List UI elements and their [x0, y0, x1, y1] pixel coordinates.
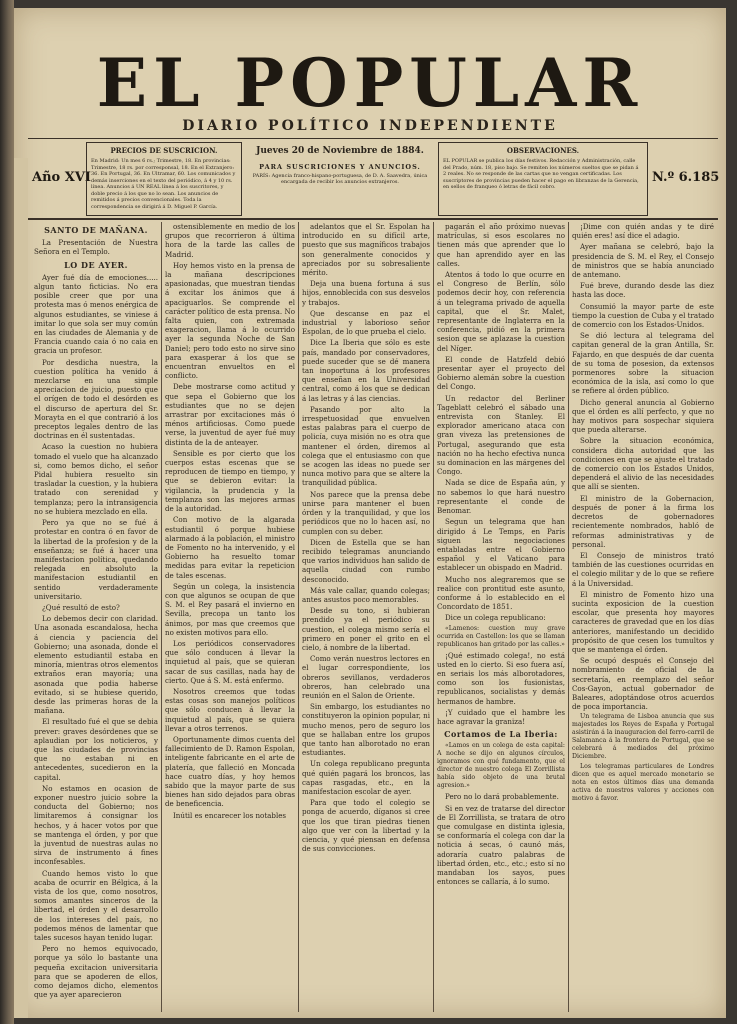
- article-paragraph: Un colega republicano pregunta qué quién pagará los broncos, las capas rasgadas, etc., en la manifestacion escolar de ayer.: [302, 759, 430, 796]
- header-rule-top: [28, 138, 718, 139]
- article-paragraph: Nada se dice de España aún, y no sabemos lo que hará nuestro representante el conde de Benomar.: [437, 478, 565, 516]
- article-paragraph: Pero no hemos equivocado, porque ya sólo lo bastante una pequeña excitacion universitaria para que se apoderen de ellos, como dejamos dicho, elementos que ya ayer aparecieron: [34, 944, 158, 1000]
- article-paragraph: Pero ya que no se fué á protestar en contra ó en favor de la libertad de la profesion y de la enseñanza; se fué á hacer una manifestacion política, quedando relegada en absoluto la manifestacion estudiantil en sentido verdaderamente universitario.: [34, 518, 158, 601]
- article-paragraph: Cuando hemos visto lo que acaba de ocurrir en Bélgica, á la vista de los que, como nosotros, somos amantes sinceros de la libertad, el órden y el desarrollo de los intereses del país, no podemos ménos de lamentar que tales sucesos hayan tenido lugar.: [34, 868, 158, 943]
- article-paragraph: Se dió lectura al telegrama del capitan general de la gran Antilla, Sr. Fajardo, en que después de dar cuenta de su toma de posesion, da extensos pormenores sobre la situacion económica de la isla, así como lo que se refiere al órden público.: [572, 331, 714, 396]
- observations-heading: OBSERVACIONES.: [506, 146, 580, 155]
- article-paragraph: Pero no lo dará probablemente.: [445, 792, 559, 802]
- subscriptions-text: PARÍS: Agencia franco-hispano-portuguesa, de D. A. Saavedra, única encargada de recibir los anuncios extranjeros.: [252, 172, 428, 185]
- article-paragraph: Debe mostrarse como actitud y que sepa el Gobierno que los estudiantes que no se dejen arrastrar por excitaciones más ó ménos artificiosas. Como puede verse, la juventud de ayer fué muy distinta de la de anteayer.: [165, 382, 295, 447]
- text-column-1: [34, 222, 158, 1012]
- section-heading: Cortamos de La Iberia:: [444, 729, 558, 740]
- article-paragraph: pagarán el año próximo nuevas matrículas, si esos escolares no tienen más que aprender que lo que han aprendido ayer en las calles.: [437, 222, 565, 268]
- article-paragraph: Consumió la mayor parte de este tiempo la cuestion de Cuba y el tratado de comercio con los Estados-Unidos.: [572, 301, 714, 330]
- article-paragraph: Se ocupó después el Consejo del nombramiento de oficial de la secretaría, en reemplazo del señor Cos-Gayon, actual gobernador de Baleares, adoptándose otros acuerdos de poca importancia.: [572, 656, 714, 712]
- article-paragraph: Dicho general anuncia al Gobierno que el órden es allí perfecto, y que no hay motivos para sospechar siquiera que pueda alterarse.: [572, 397, 714, 435]
- article-paragraph: Mucho nos alegraremos que se realice con prontitud este asunto, conforme á lo establecido en el Concordato de 1851.: [437, 574, 565, 612]
- section-heading: LO DE AYER.: [64, 259, 128, 270]
- column-divider: [161, 222, 162, 1012]
- article-paragraph: La Presentación de Nuestra Señora en el Templo.: [34, 238, 158, 257]
- newspaper-page: [14, 8, 726, 1018]
- article-paragraph: El resultado fué el que se debia prever: graves desórdenes que se aplaudian por los noticieros, y que las ciudades de provincias que no estaban ni en antecedentes, sucedieron en la capital.: [34, 717, 158, 782]
- article-paragraph: Desde su tono, si hubieran prendido ya el periódico su cuestion, el colega mismo sería el primero en poner el grito en el cielo, á nombre de la libertad.: [302, 606, 430, 652]
- article-paragraph: Según un colega, la insistencia con que algunos se ocupan de que S. M. el Rey pasará el invierno en Sevilla, precopa un tanto los ánimos, por mas que creemos que no existen motivos para ello.: [165, 581, 295, 637]
- subscriptions-heading: PARA SUSCRICIONES Y ANUNCIOS.: [259, 163, 421, 171]
- article-paragraph: Segun un telegrama que han dirigido á Le Temps, en París siguen las negociaciones entabladas entre el Gobierno español y el Vaticano para establecer un obispado en Madrid.: [437, 517, 565, 573]
- article-paragraph: adelantos que el Sr. Espolan ha introducido en su difícil arte, puesto que sus magníficos trabajos son generalmente conocidos y apreciados por su sobresaliente mérito.: [302, 222, 430, 278]
- article-paragraph: El conde de Hatzfeld debió presentar ayer el proyecto del Gobierno alemán sobre la cuestion del Congo.: [437, 354, 565, 392]
- article-paragraph: Por desdicha nuestra, la cuestion política ha venido á mezclarse en una simple apreciacion de juicio, puesto que el orígen de todo el desórden es el discurso de apertura del Sr. Morayta en el que contrarió á los preceptos legales dentro de las doctrinas en él sustentadas.: [34, 357, 158, 441]
- section-heading: SANTO DE MAÑANA.: [44, 225, 148, 235]
- issue-number: N.º 6.185: [652, 170, 720, 185]
- article-paragraph: Un redactor del Berliner Tageblatt celebró el sábado una entrevista con Stanley. El explorador americano ataca con gran viveza las pretensiones de Portugal, asegurando que esta nación no ha hecho efectiva nunca su dominacion en las márgenes del Congo.: [437, 393, 565, 477]
- article-paragraph: «Lamos en un colega de esta capital: A noche se dijo en algunos círculos, ignoramos con qué fundamento, que el director de nuestro colega El Zorrillista había sido objeto de una brutal agresion.»: [437, 742, 565, 790]
- article-paragraph: No estamos en ocasion de exponer nuestro juicio sobre la conducta del Gobierno; nos limitaremos á consignar los hechos, y á hacer votos por que se mantenga el órden, y por que la juventud de nuestras aulas no sirva de instrumento á fines inconfesables.: [34, 783, 158, 867]
- article-paragraph: Sin embargo, los estudiantes no constituyeron la opinion popular, ni mucho menos, pero de seguro los que se hallaban entre los grupos que tanto han alborotado no eran estudiantes.: [302, 702, 430, 758]
- year-label: Año XVI: [32, 170, 91, 185]
- article-paragraph: Ayer fué día de emociones..... algun tanto ficticias. No era posible creer que por una protesta mas ó menos enérgica de algunos estudiantes, se viniese á imitar lo que sola ser muy común en las ciudades de Alemania y de Francia cuando caia ó no caia en gracia un profesor.: [34, 272, 158, 356]
- article-paragraph: El Consejo de ministros trató también de las cuestiones ocurridas en el colegio militar y de lo que se refiere á la Universidad.: [572, 550, 714, 588]
- article-paragraph: Nosotros creemos que todas estas cosas son manejos políticos que sólo conducen á llevar la inquietud al país, que se quiera llevar a otros terrenos.: [165, 686, 295, 733]
- article-paragraph: Deja una buena fortuna á sus hijos, ennoblecida con sus desvelos y trabajos.: [302, 279, 430, 307]
- article-paragraph: Como verán nuestros lectores en el lugar correspondiente, los obreros sevillanos, verdaderos obreros, han celebrado una reunión en el Salon de Oriente.: [302, 654, 430, 700]
- article-paragraph: ¡Qué estimado colega!, no está usted en lo cierto. Si eso fuera así, en seriais los más alborotadores, como son los fusionistas, republicanos, socialistas y demás hermanos de hambre.: [437, 650, 565, 706]
- book-spine: [0, 0, 14, 1024]
- article-paragraph: Nos parece que la prensa debe unirse para mantener el buen órden y la tranquilidad, y que los periódicos que no lo hacen así, no cumplen con su deber.: [302, 489, 430, 536]
- article-paragraph: Lo debemos decir con claridad. Una asonada escandalosa, hecha á ciencia y paciencia del Gobierno; una asonada, donde el elemento estudiantil estaba en minoría, mientras otros elementos extraños eran mayoría; una asonada que podia haberse evitado, si se hubiese querido, desde las primeras horas de la mañana.: [34, 614, 158, 716]
- article-paragraph: Los periódicos conservadores que sólo conducen á llevar la inquietud al país, que se quieran sacar de sus casillas, nada hay de cierto. Que á S. M. está enfermo.: [165, 638, 295, 685]
- prices-heading: PRECIOS DE SUSCRICION.: [110, 146, 218, 155]
- article-paragraph: ostensiblemente en medio de los grupos que recorrieron á última hora de la tarde las calles de Madrid.: [165, 222, 295, 259]
- text-column-3: [302, 222, 430, 1012]
- article-paragraph: Dice un colega republicano:: [445, 613, 546, 623]
- article-paragraph: Sobre la situacion económica, considera dicha autoridad que las condiciones en que se ajuste el tratado de comercio con los Estados Unidos, dependerá el alivio de las necesidades que allí se sienten.: [572, 436, 714, 492]
- article-paragraph: Sensible es por cierto que los cuerpos estas escenas que se reproducen de tiempo en tiempo, y que se debieron evitar: la vigilancia, la prudencia y la templanza son las mejores armas de la autoridad.: [165, 448, 295, 514]
- masthead-title: EL POPULAR: [96, 44, 644, 122]
- prices-box: [86, 142, 242, 216]
- column-divider: [298, 222, 299, 1012]
- article-paragraph: «Lamenos: cuestion muy grave ocurrida en Castellon: los que se llaman republicanos han gritado por las calles.»: [437, 624, 565, 648]
- article-paragraph: ¿Qué resultó de esto?: [42, 602, 120, 612]
- article-paragraph: Pasando por alto la irrespetuosidad que envuelven estas palabras para el cuerpo de policía, cuya misión no es otra que mantener el órden, diremos al colega que el entusiasmo con que se acogen las ideas no puede ser nunca motivo para que se altere la tranquilidad pública.: [302, 404, 430, 488]
- article-paragraph: Dice La Iberia que sólo es este país, mandado por conservadores, puede suceder que se dé manera tan inoportuna á los profesores que enseñan en la Universidad central, como á los que se dedican á las letras y á las ciencias.: [302, 338, 430, 403]
- text-column-5: [572, 222, 714, 1012]
- article-paragraph: Que descanse en paz el industrial y laborioso señor Espolan, de lo que prueba el cielo.: [302, 308, 430, 337]
- article-paragraph: ¡Dime con quién andas y te diré quién eres! así dice el adagio.: [572, 222, 714, 241]
- article-paragraph: El ministro de Fomento hizo una sucinta exposicion de la cuestion escolar, que presenta hoy mayores caracteres de gravedad que en los días anteriores, manifestando un decidido propósito de que cesen los tumultos y que se mantenga el órden.: [572, 589, 714, 654]
- masthead-subtitle: DIARIO POLÍTICO INDEPENDIENTE: [182, 118, 558, 134]
- previous-page-edge: [14, 158, 28, 1018]
- article-paragraph: Los telegramas particulares de Londres dicen que es aquel mercado monetario se nota en estos últimos días una demanda activa de nuestros valores y acciones con motivo á favor.: [572, 763, 714, 803]
- article-paragraph: El ministro de la Gobernacion, después de poner á la firma los decretos de gobernadores recientemente nombrados, habló de reformas administrativas y de personal.: [572, 493, 714, 549]
- article-paragraph: Más vale callar, quando colegas; antes asustos poco memorables.: [302, 585, 430, 604]
- text-column-4: [437, 222, 565, 1012]
- article-paragraph: ¡Y cuidado que el hambre les hace agravar la graniza!: [437, 707, 565, 726]
- article-paragraph: Fué breve, durando desde las diez hasta las doce.: [572, 281, 714, 300]
- header-rule-bottom: [28, 218, 718, 220]
- issue-date: Jueves 20 de Noviembre de 1884.: [256, 146, 424, 156]
- article-paragraph: Oportunamente dimos cuenta del fallecimiento de D. Ramon Espolan, inteligente fabricante en el arte de platería, que falleció en Moncada hace cuatro días, y hoy hemos sabido que la mayor parte de sus bienes han sido dejados para obras de beneficencia.: [165, 734, 295, 809]
- article-paragraph: Un telegrama de Lisboa anuncia que sus majestades los Reyes de España y Portugal asistirán á la inauguracion del ferro-carril de Salamanca á la frontera de Portugal, que se celebrará á mediados del próximo Diciembre.: [572, 713, 714, 761]
- text-column-2: [165, 222, 295, 1012]
- article-paragraph: Con motivo de la algarada estudiantil ó porque hubiese alarmado á la población, el ministro de Fomento no ha intervenido, y el Gobierno ha resuelto tomar medidas para evitar la repeticion de tales escenas.: [165, 515, 295, 580]
- article-paragraph: Acaso la cuestion no hubiera tomado el vuelo que ha alcanzado si, como bemos dicho, el señor Pidal hubiera resuelto sin trasladar la cuestion, y la hubiera tratado con serenidad y templanza; pero la intransigencia no se hubiera mezclado en ella.: [34, 442, 158, 516]
- article-paragraph: Para que todo el colegio se ponga de acuerdo, díganos si cree que los que tiran piedras tienen algo que ver con la libertad y la ciencia, y qué piensan en defensa de sus convicciones.: [302, 798, 430, 854]
- article-paragraph: Inútil es encarecer los notables: [173, 810, 287, 820]
- observations-text: EL POPULAR se publica los días festivos. Redacción y Administración, calle del Prado, núm. 18, piso bajo. Se remiten los números sueltos que se pidan á 2 reales. No se responde de las cartas que no vengan certificadas. Los suscriptores de provincias pueden hacer el pago en libranzas de la Gerencia, en sellos de franqueo ó letras de fácil cobro.: [443, 158, 639, 190]
- subscriptions-box: [246, 164, 434, 186]
- article-paragraph: Hoy hemos visto en la prensa de la mañana descripciones apasionadas, que muestran tiendas á excitar los ánimos que á apaciguarlos. Se comprende el carácter político de esta prensa. No falta quien, con extremada exageracion, llama á lo ocurrido ayer la segunda Noche de San Daniel; pero todo esto no sirve sino para exasperar á los que se encuentran envueltos en el conflicto.: [165, 260, 295, 381]
- observations-box: [438, 142, 648, 216]
- column-divider: [433, 222, 434, 1012]
- prices-text: En Madrid: Un mes 6 rs.; Trimestre, 18. En provincias: Trimestre, 18 rs. por corresponsal, 18. En el Extranjero: 36. En Portugal, 36. En Ultramar, 60. Los comunicados y demás inserciones en el texto del periódico, á 4 y 10 rs. línea. Anuncios á UN REAL línea á los suscritores, y doble precio á los que no lo sean. Los anuncios de remitidos á precios convencionales. Toda la correspondencia se dirigirá á D. Miguel P. García.: [91, 158, 236, 210]
- article-paragraph: Dicen de Estella que se han recibido telegramas anunciando que varios individuos han salido de aquella ciudad con rumbo desconocido.: [302, 537, 430, 584]
- article-paragraph: Atentos á todo lo que ocurre en el Congreso de Berlín, sólo podemos decir hoy, con referencia á un telegrama privado de aquella capital, que el Sr. Malet, representante de Inglaterra en la conferencia, pidió en la primera sesion que se aplazase la cuestion del Níger.: [437, 270, 565, 353]
- article-paragraph: Si en vez de tratarse del director de El Zorrillista, se tratara de otro que comulgase en distinta iglesia, se conformaría el colega con dar la noticia á secas, ó caunó más, adoraría cuatro palabras de libertad órden, etc., etc.; esto sí no mandaban los sayos, pues entonces se callaría, á lo sumo.: [437, 803, 565, 887]
- article-paragraph: Ayer mañana se celebró, bajo la presidencia de S. M. el Rey, el Consejo de ministros que se había anunciado de antemano.: [572, 242, 714, 280]
- column-divider: [568, 222, 569, 1012]
